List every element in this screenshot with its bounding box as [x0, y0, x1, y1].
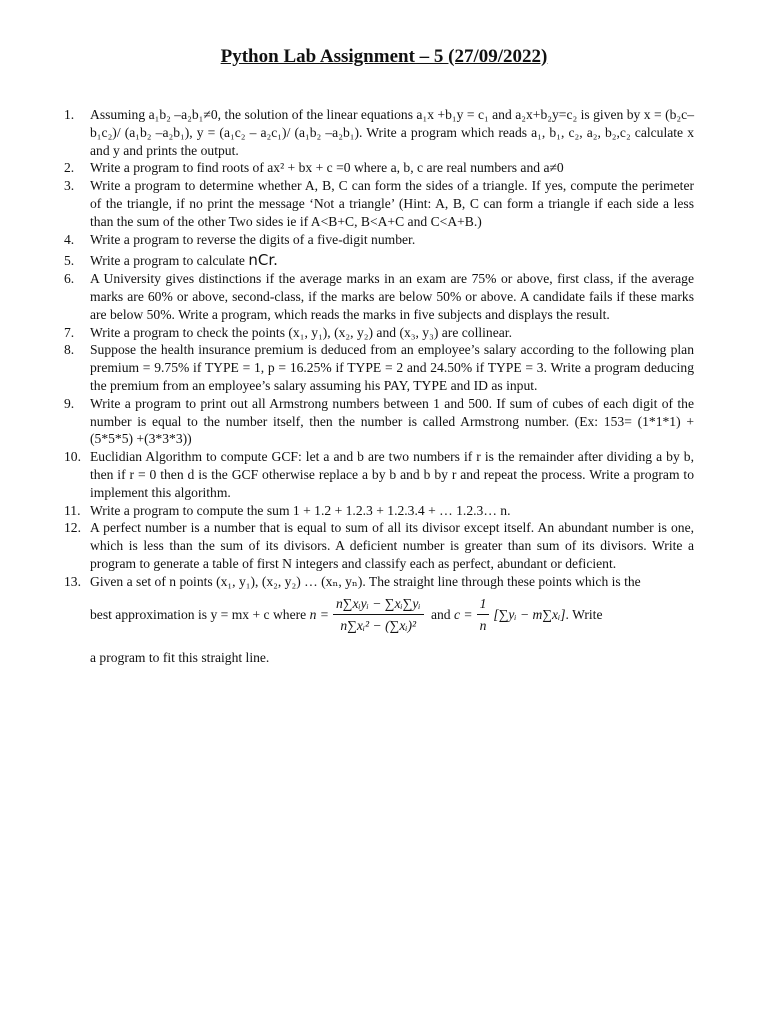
item-number: 3. [64, 178, 75, 194]
item-number: 10. [64, 449, 81, 465]
list-item-13 [64, 573, 694, 667]
formula-prefix: best approximation is y = mx + c where [90, 606, 307, 622]
intercept-bracket: [∑yᵢ − m∑xᵢ] [493, 606, 566, 622]
item-number: 4. [64, 231, 75, 247]
item-text: Assuming a₁b₂ –a₂b₁≠0, the solution of the linear equations a₁x +b₁y = c₁ and a₂x+b₂y=c₂ is given by x = (b₂c– b₁c₂)/ (a₁b₂ –a₂b₁), y = (a₁c₂ – a₂c₁)/ (a₁b₂ –a₂b₁). Write a program which reads a₁, b₁, c₂, a₂, b₂,c₂ calculate x and y and prints the output. [90, 107, 694, 158]
item-text: A perfect number is a number that is equal to sum of all its divisor except itself. An abundant number is one, which is less than the sum of its divisors. A deficient number is greater than sum of its divisors. Write a program to generate a table of first N integers and classify each as perfect, abundant or deficient. [90, 520, 694, 571]
list-item-3 [64, 177, 694, 230]
list-item-8 [64, 341, 694, 394]
assignment-list [64, 106, 694, 667]
slope-lhs: n = [309, 606, 329, 622]
item-text: Write a program to reverse the digits of a five-digit number. [90, 231, 416, 247]
item-text-last: a program to fit this straight line. [90, 650, 270, 666]
item-text: Suppose the health insurance premium is deduced from an employee’s salary according to the following plan premium = 9.75% if TYPE = 1, p = 16.25% if TYPE = 2 and 24.50% if TYPE = 3. Write a program deducing the premium from an employee’s salary assuming his PAY, TYPE and ID as input. [90, 342, 694, 393]
ncr-symbol: nCr. [248, 251, 278, 270]
list-item-5 [64, 252, 694, 270]
formula-suffix: . Write [565, 606, 603, 622]
item-text: Write a program to compute the sum 1 + 1.2 + 1.2.3 + 1.2.3.4 + … 1.2.3… n. [90, 502, 511, 518]
item-text [90, 252, 694, 270]
and-word: and [430, 606, 451, 622]
item-number: 12. [64, 520, 81, 536]
item-text-main: Write a program to calculate [90, 253, 245, 269]
list-item-4 [64, 231, 694, 249]
item-text: Write a program to check the points (x₁, y₁), (x₂, y₂) and (x₃, y₃) are collinear. [90, 324, 512, 340]
item-text: Write a program to determine whether A, B, C can form the sides of a triangle. If yes, compute the perimeter of the triangle, if no print the message ‘Not a triangle’ (Hint: A, B, C can form a triangle if each side a less than the sum of the other Two sides ie if A<B+C, B<A+C and C<A+B.) [90, 178, 694, 229]
item-number: 6. [64, 271, 75, 287]
list-item-2 [64, 159, 694, 177]
slope-numerator: n∑xᵢyᵢ − ∑xᵢ∑yᵢ [333, 595, 424, 616]
item-text-main: Given a set of n points (x₁, y₁), (x₂, y₂) … (xₙ, yₙ). The straight line through these points which is the [90, 573, 641, 589]
slope-denominator: n∑xᵢ² − (∑xᵢ)² [340, 618, 417, 634]
item-text: Write a program to find roots of ax² + bx + c =0 where a, b, c are real numbers and a≠0 [90, 160, 564, 176]
intercept-fraction [477, 595, 490, 636]
regression-formula [90, 595, 694, 636]
list-item-7 [64, 324, 694, 342]
slope-fraction [333, 595, 424, 636]
item-text: Write a program to print out all Armstrong numbers between 1 and 500. If sum of cubes of each digit of the number is equal to the number itself, then the number is called Armstrong number. (Ex: 153= (1*1*1) +(5*5*5) +(3*3*3)) [90, 395, 694, 447]
item-number: 1. [64, 107, 75, 122]
item-number: 13. [64, 573, 81, 589]
intercept-denominator: n [479, 618, 487, 634]
item-text: Euclidian Algorithm to compute GCF: let a and b are two numbers if r is the remainder after dividing a by b, then if r = 0 then d is the GCF otherwise replace a by b and b by r and repeat the process. Write a program to implement this algorithm. [90, 449, 694, 500]
list-item-10 [64, 448, 694, 501]
item-number: 7. [64, 324, 75, 340]
item-number: 2. [64, 160, 75, 176]
intercept-numerator: 1 [477, 595, 490, 616]
item-number: 9. [64, 395, 75, 411]
list-item-12 [64, 519, 694, 572]
page-title: Python Lab Assignment – 5 (27/09/2022) [220, 46, 548, 67]
intercept-lhs: c = [454, 606, 473, 622]
item-text [90, 573, 694, 667]
item-number: 8. [64, 342, 75, 358]
list-item-1 [64, 106, 694, 159]
item-number: 11. [64, 502, 81, 518]
item-number: 5. [64, 253, 75, 269]
list-item-6 [64, 270, 694, 323]
list-item-9 [64, 395, 694, 448]
item-text: A University gives distinctions if the average marks in an exam are 75% or above, first class, if the average marks are 60% or above, second-class, if the marks are below 50% or above. A candidate fails if these marks are below 50%. Write a program, which reads the marks in five subjects and displays the result. [90, 271, 694, 322]
list-item-11 [64, 502, 694, 520]
